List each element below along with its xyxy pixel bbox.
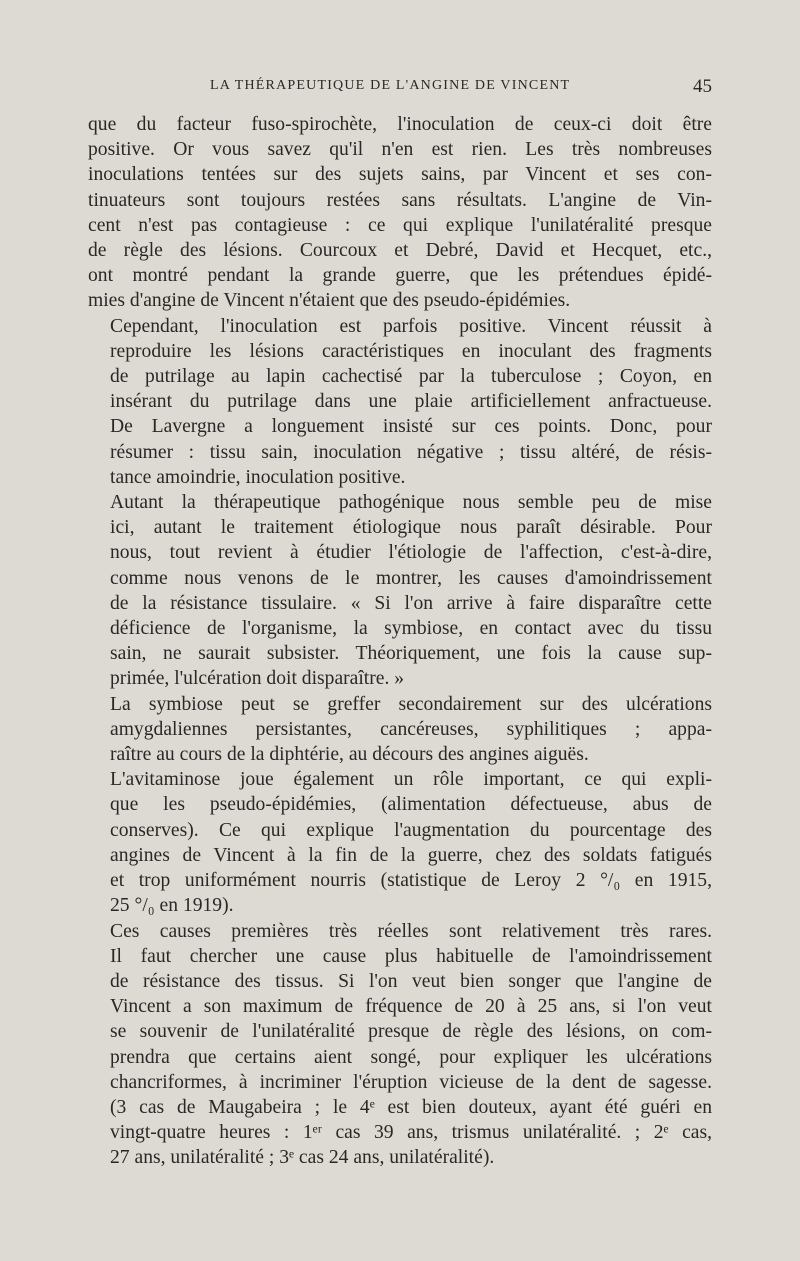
text-line: De Lavergne a longuement insisté sur ces points. Donc, pour: [110, 416, 712, 438]
paragraph: [88, 314, 712, 490]
text-line: se souvenir de l'unilatéralité presque de règle des lésions, on com-: [110, 1021, 712, 1043]
text-line: La symbiose peut se greffer secondairement sur des ulcérations: [110, 693, 712, 715]
text-line: reproduire les lésions caractéristiques en inoculant des fragments: [110, 340, 712, 362]
text-line: inoculations tentées sur des sujets sains, par Vincent et ses con-: [88, 164, 712, 186]
text-line: (3 cas de Maugabeira ; le 4ᵉ est bien douteux, ayant été guéri en: [110, 1096, 712, 1118]
text-line: comme nous venons de le montrer, les causes d'amoindrissement: [110, 567, 712, 589]
text-line: primée, l'ulcération doit disparaître. »: [110, 668, 405, 690]
text-line: mies d'angine de Vincent n'étaient que des pseudo-épidémies.: [88, 290, 571, 312]
body-text: [88, 112, 712, 1171]
text-line: Vincent a son maximum de fréquence de 20 à 25 ans, si l'on veut: [110, 996, 712, 1018]
text-line: Il faut chercher une cause plus habituelle de l'amoindrissement: [110, 945, 712, 967]
text-line: de résistance des tissus. Si l'on veut bien songer que l'angine de: [110, 970, 712, 992]
text-line: 25 °/₀ en 1919).: [110, 895, 234, 917]
text-line: conserves). Ce qui explique l'augmentation du pourcentage des: [110, 819, 712, 841]
text-line: 27 ans, unilatéralité ; 3ᵉ cas 24 ans, unilatéralité).: [110, 1147, 495, 1169]
text-line: positive. Or vous savez qu'il n'en est rien. Les très nombreuses: [88, 139, 712, 161]
text-line: ici, autant le traitement étiologique nous paraît désirable. Pour: [110, 517, 712, 539]
text-line: résumer : tissu sain, inoculation négative ; tissu altéré, de résis-: [110, 441, 712, 463]
text-line: de putrilage au lapin cachectisé par la tuberculose ; Coyon, en: [110, 366, 712, 388]
text-line: ont montré pendant la grande guerre, que les prétendues épidé-: [88, 265, 712, 287]
text-line: Autant la thérapeutique pathogénique nous semble peu de mise: [110, 492, 712, 514]
text-line: Cependant, l'inoculation est parfois positive. Vincent réussit à: [110, 315, 712, 337]
paragraph: [88, 767, 712, 918]
text-line: tance amoindrie, inoculation positive.: [110, 466, 406, 488]
text-line: chancriformes, à incriminer l'éruption vicieuse de la dent de sagesse.: [110, 1071, 712, 1093]
text-line: vingt-quatre heures : 1ᵉʳ cas 39 ans, trismus unilatéralité. ; 2ᵉ cas,: [110, 1122, 712, 1144]
text-line: Ces causes premières très réelles sont relativement très rares.: [110, 920, 712, 942]
paragraph: [88, 112, 712, 314]
paragraph: [88, 692, 712, 768]
text-line: tinuateurs sont toujours restées sans résultats. L'angine de Vin-: [88, 189, 712, 211]
page-number: 45: [693, 76, 712, 97]
page-header: [90, 76, 712, 100]
text-line: nous, tout revient à étudier l'étiologie de l'affection, c'est-à-dire,: [110, 542, 712, 564]
text-line: angines de Vincent à la fin de la guerre, chez des soldats fatigués: [110, 844, 712, 866]
text-line: déficience de l'organisme, la symbiose, en contact avec du tissu: [110, 618, 712, 640]
text-line: cent n'est pas contagieuse : ce qui explique l'unilatéralité presque: [88, 214, 712, 236]
paragraph: [88, 919, 712, 1171]
paragraph: [88, 490, 712, 692]
text-line: prendra que certains aient songé, pour expliquer les ulcérations: [110, 1046, 712, 1068]
text-line: que les pseudo-épidémies, (alimentation défectueuse, abus de: [110, 794, 712, 816]
text-line: et trop uniformément nourris (statistique de Leroy 2 °/₀ en 1915,: [110, 870, 712, 892]
text-line: sain, ne saurait subsister. Théoriquement, une fois la cause sup-: [110, 643, 712, 665]
text-line: raître au cours de la diphtérie, au décours des angines aiguës.: [110, 744, 589, 766]
text-line: amygdaliennes persistantes, cancéreuses, syphilitiques ; appa-: [110, 718, 712, 740]
running-title: LA THÉRAPEUTIQUE DE L'ANGINE DE VINCENT: [210, 78, 571, 93]
text-line: que du facteur fuso-spirochète, l'inoculation de ceux-ci doit être: [88, 114, 712, 135]
text-line: de la résistance tissulaire. « Si l'on arrive à faire disparaître cette: [110, 592, 712, 614]
text-line: L'avitaminose joue également un rôle important, ce qui expli-: [110, 769, 712, 791]
text-line: insérant du putrilage dans une plaie artificiellement anfractueuse.: [110, 391, 712, 413]
text-line: de règle des lésions. Courcoux et Debré, David et Hecquet, etc.,: [88, 240, 712, 262]
